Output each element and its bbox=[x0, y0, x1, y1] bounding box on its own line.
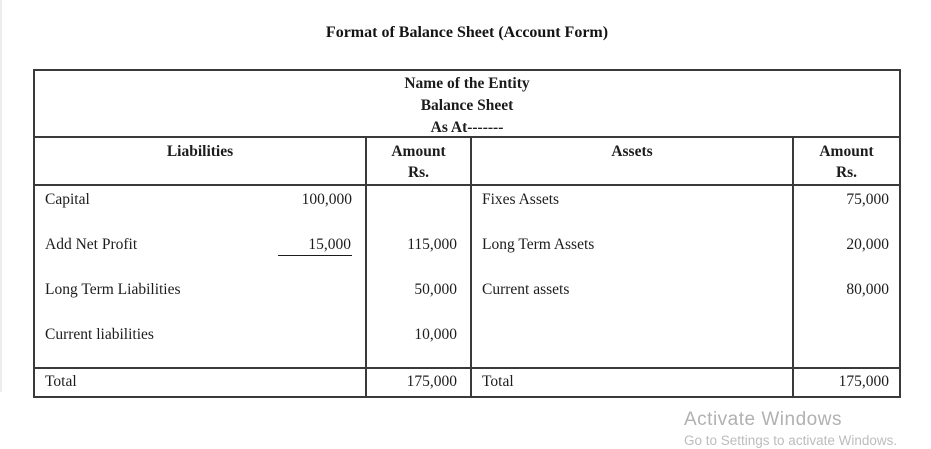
table-row bbox=[35, 231, 365, 276]
header-liabilities: Liabilities bbox=[166, 143, 234, 160]
liability-amount: 50,000 bbox=[414, 281, 457, 298]
as-at-line: As At------- bbox=[430, 119, 504, 136]
asset-amount: 20,000 bbox=[846, 236, 889, 253]
liability-label: Long Term Liabilities bbox=[45, 281, 181, 298]
asset-label bbox=[472, 321, 792, 366]
table-row bbox=[35, 186, 365, 231]
page-edge-strip bbox=[0, 0, 2, 392]
entity-header bbox=[35, 71, 899, 138]
document-title: Format of Balance Sheet (Account Form) bbox=[325, 24, 609, 41]
header-amount-right: Amount Rs. bbox=[792, 138, 899, 184]
table-body bbox=[35, 186, 899, 367]
total-label-liabilities: Total bbox=[45, 373, 77, 390]
asset-label: Fixes Assets bbox=[482, 191, 560, 208]
statement-name: Balance Sheet bbox=[420, 97, 514, 114]
total-amount-liabilities: 175,000 bbox=[365, 369, 470, 396]
asset-label: Long Term Assets bbox=[482, 236, 595, 253]
total-label-assets: Total bbox=[470, 369, 792, 396]
header-assets: Assets bbox=[470, 138, 792, 184]
header-amount-left: Amount Rs. bbox=[365, 138, 470, 184]
watermark-line2: Go to Settings to activate Windows. bbox=[684, 433, 898, 448]
liability-inner-amount-underlined: 15,000 bbox=[278, 236, 352, 256]
liability-label: Add Net Profit bbox=[45, 236, 138, 253]
liability-label: Capital bbox=[45, 191, 90, 208]
total-row bbox=[35, 367, 899, 396]
watermark-line1: Activate Windows bbox=[684, 409, 842, 430]
liability-label: Current liabilities bbox=[45, 326, 154, 343]
assets-column bbox=[470, 186, 792, 367]
assets-amount-column bbox=[792, 186, 899, 367]
asset-amount: 80,000 bbox=[846, 281, 889, 298]
column-header-row bbox=[35, 138, 899, 186]
asset-amount bbox=[794, 321, 899, 366]
liability-amount: 115,000 bbox=[407, 236, 457, 253]
liabilities-column bbox=[35, 186, 365, 367]
total-amount-assets: 175,000 bbox=[792, 369, 899, 396]
liability-inner-amount: 100,000 bbox=[301, 191, 352, 208]
table-row bbox=[35, 321, 365, 366]
entity-name: Name of the Entity bbox=[404, 75, 530, 92]
liability-amount: 10,000 bbox=[414, 326, 457, 343]
asset-label: Current assets bbox=[482, 281, 570, 298]
table-row bbox=[35, 276, 365, 321]
liability-amount bbox=[367, 186, 470, 231]
liabilities-amount-column bbox=[365, 186, 470, 367]
balance-sheet-table bbox=[33, 69, 901, 398]
activate-windows-watermark bbox=[684, 408, 897, 449]
asset-amount: 75,000 bbox=[846, 191, 889, 208]
